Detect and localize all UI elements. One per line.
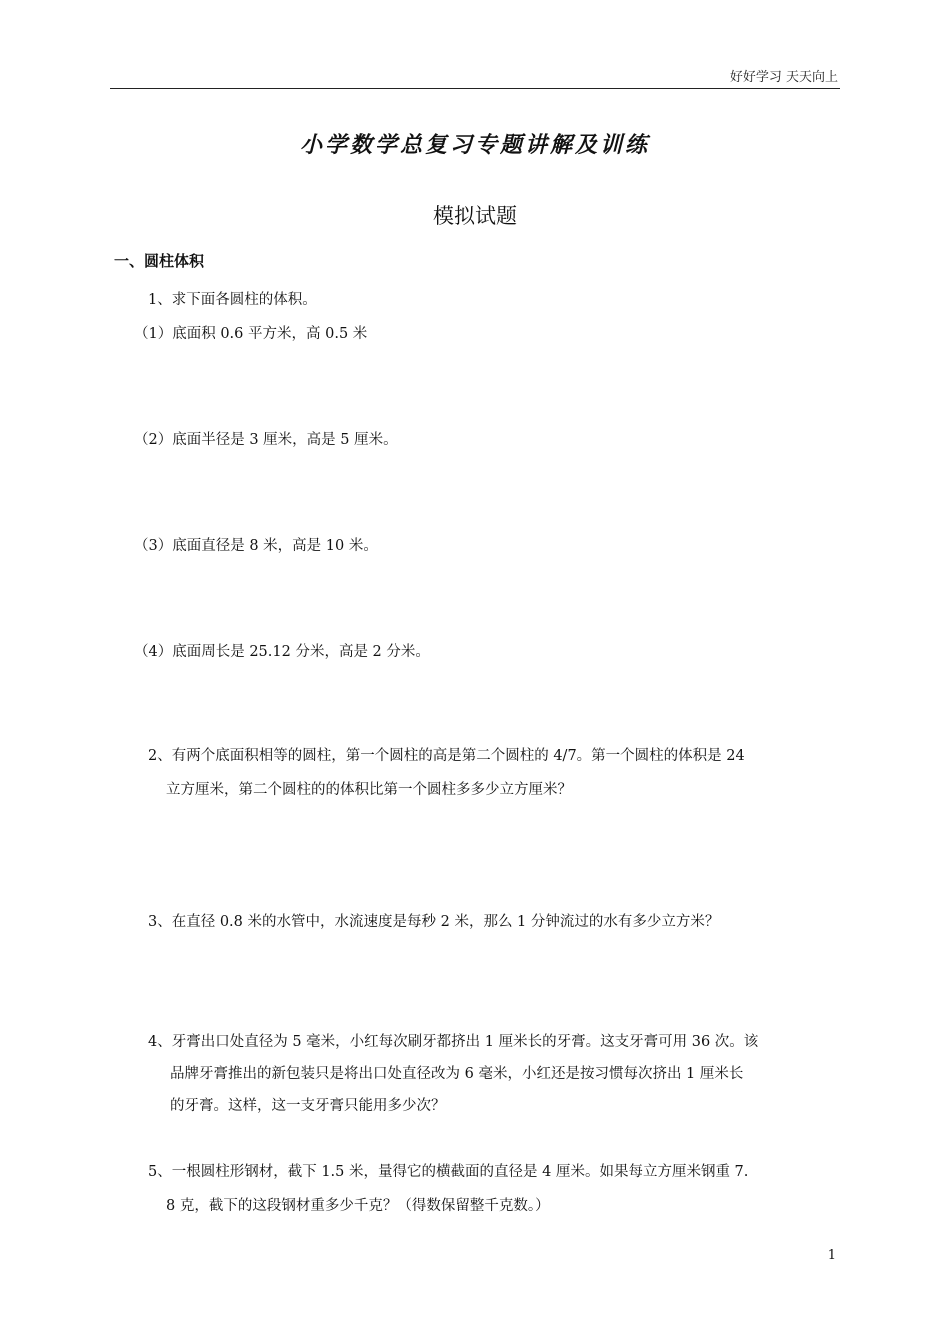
question-1-part-4: （4）底面周长是 25.12 分米，高是 2 分米。	[134, 644, 430, 660]
question-3: 3、在直径 0.8 米的水管中，水流速度是每秒 2 米，那么 1 分钟流过的水有多少立方米？	[148, 914, 720, 930]
question-4-line-1: 4、牙膏出口处直径为 5 毫米，小红每次刷牙都挤出 1 厘米长的牙膏。这支牙膏可用 36 次。该	[148, 1034, 759, 1050]
document-subtitle: 模拟试题	[433, 204, 517, 228]
question-2-line-2: 立方厘米，第二个圆柱的的体积比第一个圆柱多多少立方厘米？	[166, 782, 572, 798]
question-1-part-1: （1）底面积 0.6 平方米，高 0.5 米	[134, 326, 368, 342]
document-title: 小学数学总复习专题讲解及训练	[299, 132, 650, 158]
header-rule	[110, 88, 840, 89]
question-1-part-2: （2）底面半径是 3 厘米，高是 5 厘米。	[134, 432, 398, 448]
question-4-line-3: 的牙膏。这样，这一支牙膏只能用多少次？	[170, 1098, 446, 1114]
question-1-stem: 1、求下面各圆柱的体积。	[148, 292, 317, 308]
question-5-line-2: 8 克，截下的这段钢材重多少千克？（得数保留整千克数。）	[166, 1198, 550, 1214]
header-text: 好好学习 天天向上	[729, 70, 838, 85]
question-1-part-3: （3）底面直径是 8 米，高是 10 米。	[134, 538, 378, 554]
question-5-line-1: 5、一根圆柱形钢材，截下 1.5 米，量得它的横截面的直径是 4 厘米。如果每立方厘米钢重 7.	[148, 1164, 749, 1180]
section-heading: 一、圆柱体积	[114, 252, 205, 270]
question-4-line-2: 品牌牙膏推出的新包装只是将出口处直径改为 6 毫米，小红还是按习惯每次挤出 1 厘米长	[170, 1066, 744, 1082]
question-2-line-1: 2、有两个底面积相等的圆柱，第一个圆柱的高是第二个圆柱的 4/7。第一个圆柱的体积是 24	[148, 748, 745, 764]
page-number: 1	[827, 1248, 836, 1263]
